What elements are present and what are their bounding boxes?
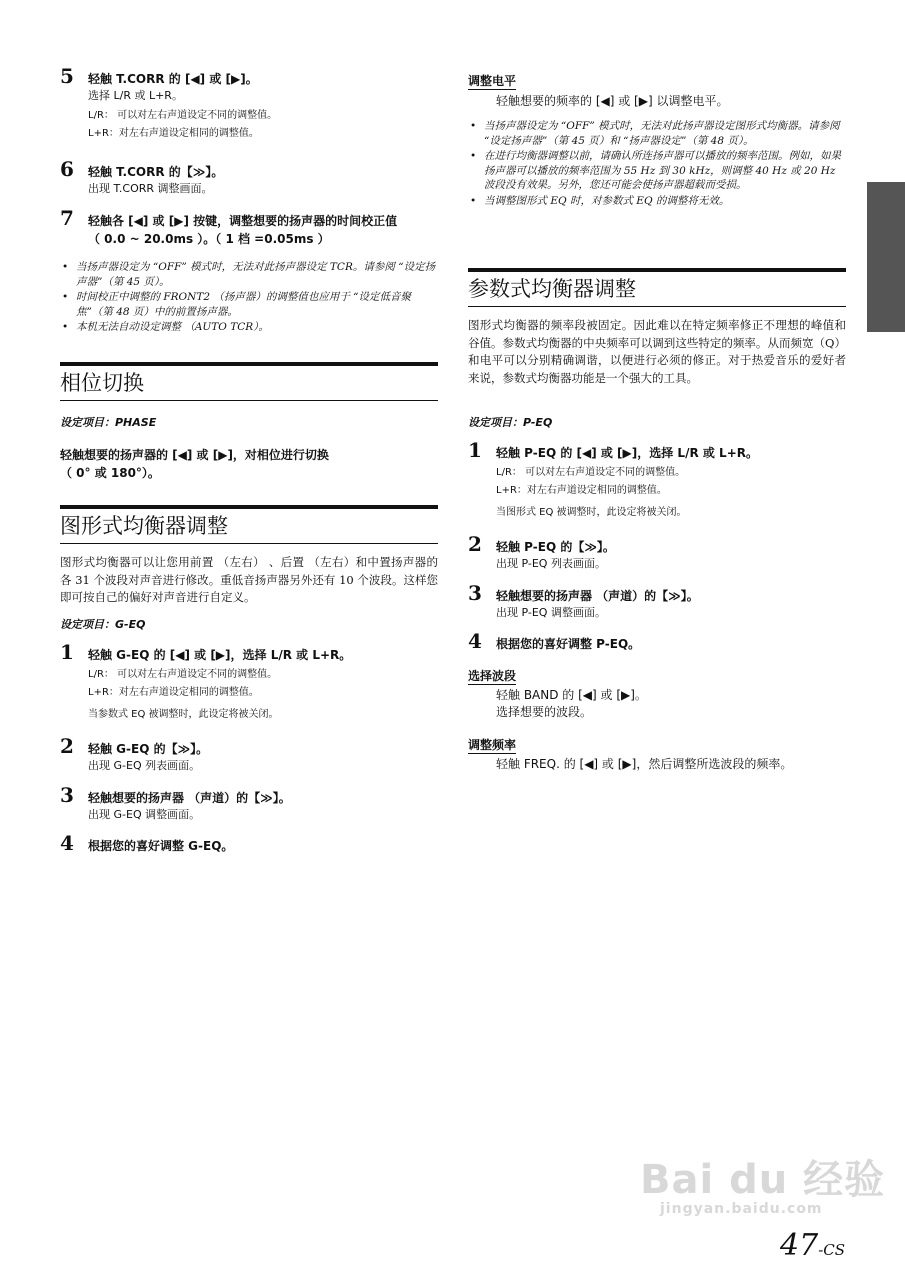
page-number-value: 47	[780, 1228, 819, 1263]
step-line: 出现 G-EQ 调整画面。	[88, 808, 201, 821]
step-number: 3	[468, 581, 482, 605]
page-number-suffix: -CS	[818, 1241, 846, 1259]
geq-step-4	[60, 831, 438, 855]
step-title: 轻触 T.CORR 的 [◀] 或 [▶]。	[88, 72, 258, 86]
step-title: 根据您的喜好调整 P-EQ。	[496, 637, 641, 651]
step-number: 5	[60, 64, 74, 88]
note-item: • 当扬声器设定为 “OFF” 模式时，无法对此扬声器设定 TCR。请参阅 “设定扬声器”（第 45 页）。	[60, 260, 438, 289]
sub-line: L+R：对左右声道设定相同的调整值。	[88, 687, 259, 698]
step-number: 1	[60, 640, 74, 664]
step-line: 选择 L/R 或 L+R。	[88, 89, 183, 102]
note-item: • 时间校正中调整的 FRONT2 （扬声器）的调整值也应用于 “设定低音聚焦”（第 48 页）中的前置扬声器。	[60, 290, 438, 319]
step-number: 6	[60, 157, 74, 181]
note-item: • 当调整图形式 EQ 时，对参数式 EQ 的调整将无效。	[468, 194, 846, 209]
step-title-cont: （ 0.0 ~ 20.0ms ）。（ 1 档 =0.05ms ）	[88, 232, 330, 246]
geq-step-2	[60, 734, 438, 774]
geq-paragraph: 图形式均衡器可以让您用前置 （左右） 、后置 （左右）和中置扬声器的各 31 个波段对声音进行修改。重低音扬声器另外还有 10 个波段。这样您即可按自己的偏好对声音进行自定义。	[60, 555, 438, 604]
chapter-tab	[867, 182, 905, 332]
step-line: 出现 T.CORR 调整画面。	[88, 182, 213, 195]
setting-item: 设定项目：PHASE	[60, 416, 157, 429]
step-line: 出现 P-EQ 调整画面。	[496, 606, 606, 619]
notes-tcr	[60, 260, 438, 336]
subhead-band: 选择波段	[468, 669, 517, 683]
geq-step-1	[60, 640, 438, 724]
peq-step-3	[468, 581, 846, 621]
notes-geq	[468, 119, 846, 209]
sub-line: L/R： 可以对左右声道设定不同的调整值。	[496, 467, 686, 478]
step-number: 2	[60, 734, 74, 758]
peq-step-2	[468, 532, 846, 572]
step-line: 出现 G-EQ 列表画面。	[88, 759, 201, 772]
step-title: 轻触 P-EQ 的【≫】。	[496, 540, 615, 554]
section-heading-phase: 相位切换	[60, 362, 438, 401]
sub-line: L+R：对左右声道设定相同的调整值。	[496, 485, 667, 496]
step-number: 1	[468, 438, 482, 462]
step-number: 3	[60, 783, 74, 807]
step-title: 轻触各 [◀] 或 [▶] 按键，调整想要的扬声器的时间校正值	[88, 214, 398, 228]
step-number: 7	[60, 206, 74, 230]
watermark-url: jingyan.baidu.com	[660, 1201, 823, 1217]
peq-step-4	[468, 629, 846, 653]
band-line-1: 轻触 BAND 的 [◀] 或 [▶]。	[496, 688, 647, 702]
peq-paragraph: 图形式均衡器的频率段被固定。因此难以在特定频率修正不理想的峰值和谷值。参数式均衡器的中央频率可以调到这些特定的频率。从而频宽（Q）和电平可以分别精确调谐，以便进行必须的修正。对于热爱音乐的爱好者来说，参数式均衡器功能是一个强大的工具。	[468, 318, 846, 385]
freq-line-1: 轻触 FREQ. 的 [◀] 或 [▶]，然后调整所选波段的频率。	[496, 757, 793, 771]
step-title: 轻触 P-EQ 的 [◀] 或 [▶]，选择 L/R 或 L+R。	[496, 446, 758, 460]
note-item: • 在进行均衡器调整以前，请确认所连扬声器可以播放的频率范围。例如，如果扬声器可以播放的频率范围为 55 Hz 到 30 kHz，则调整 40 Hz 或 20 Hz 波段没有效果。另外，您还可能会使扬声器超载而受损。	[468, 149, 846, 193]
step-title: 轻触 G-EQ 的 [◀] 或 [▶]，选择 L/R 或 L+R。	[88, 648, 352, 662]
sub-line: L/R： 可以对左右声道设定不同的调整值。	[88, 669, 278, 680]
sub-line: 当参数式 EQ 被调整时，此设定将被关闭。	[88, 709, 279, 720]
step-title: 轻触想要的扬声器 （声道）的【≫】。	[88, 791, 291, 805]
baidu-watermark	[640, 1148, 885, 1217]
phase-instruction-cont: （ 0° 或 180°）。	[60, 466, 160, 480]
step-line: 出现 P-EQ 列表画面。	[496, 557, 606, 570]
step-6	[60, 157, 438, 197]
peq-step-1	[468, 438, 846, 522]
step-title: 根据您的喜好调整 G-EQ。	[88, 839, 234, 853]
phase-instruction: 轻触想要的扬声器的 [◀] 或 [▶]，对相位进行切换	[60, 448, 329, 462]
sub-line: L+R：对左右声道设定相同的调整值。	[88, 128, 259, 139]
setting-item: 设定项目：G-EQ	[60, 618, 146, 631]
level-text: 轻触想要的频率的 [◀] 或 [▶] 以调整电平。	[496, 94, 729, 108]
step-title: 轻触想要的扬声器 （声道）的【≫】。	[496, 589, 699, 603]
note-item: • 当扬声器设定为 “OFF” 模式时，无法对此扬声器设定图形式均衡器。请参阅 “设定扬声器”（第 45 页）和 “扬声器设定”（第 48 页）。	[468, 119, 846, 148]
step-number: 2	[468, 532, 482, 556]
section-heading-geq: 图形式均衡器调整	[60, 505, 438, 544]
step-number: 4	[468, 629, 482, 653]
setting-item: 设定项目：P-EQ	[468, 416, 553, 429]
subhead-level: 调整电平	[468, 74, 517, 88]
section-heading-peq: 参数式均衡器调整	[468, 268, 846, 307]
geq-step-3	[60, 783, 438, 823]
step-number: 4	[60, 831, 74, 855]
step-title: 轻触 G-EQ 的【≫】。	[88, 742, 209, 756]
sub-line: 当图形式 EQ 被调整时，此设定将被关闭。	[496, 507, 687, 518]
sub-line: L/R： 可以对左右声道设定不同的调整值。	[88, 110, 278, 121]
subhead-freq: 调整频率	[468, 738, 517, 752]
note-item: • 本机无法自动设定调整 （AUTO TCR）。	[60, 320, 438, 335]
step-7	[60, 206, 438, 248]
step-5	[60, 64, 438, 143]
watermark-logo: Bai du 经验	[640, 1157, 886, 1203]
band-line-2: 选择想要的波段。	[496, 705, 593, 719]
page-number	[780, 1228, 845, 1263]
step-title: 轻触 T.CORR 的【≫】。	[88, 165, 224, 179]
